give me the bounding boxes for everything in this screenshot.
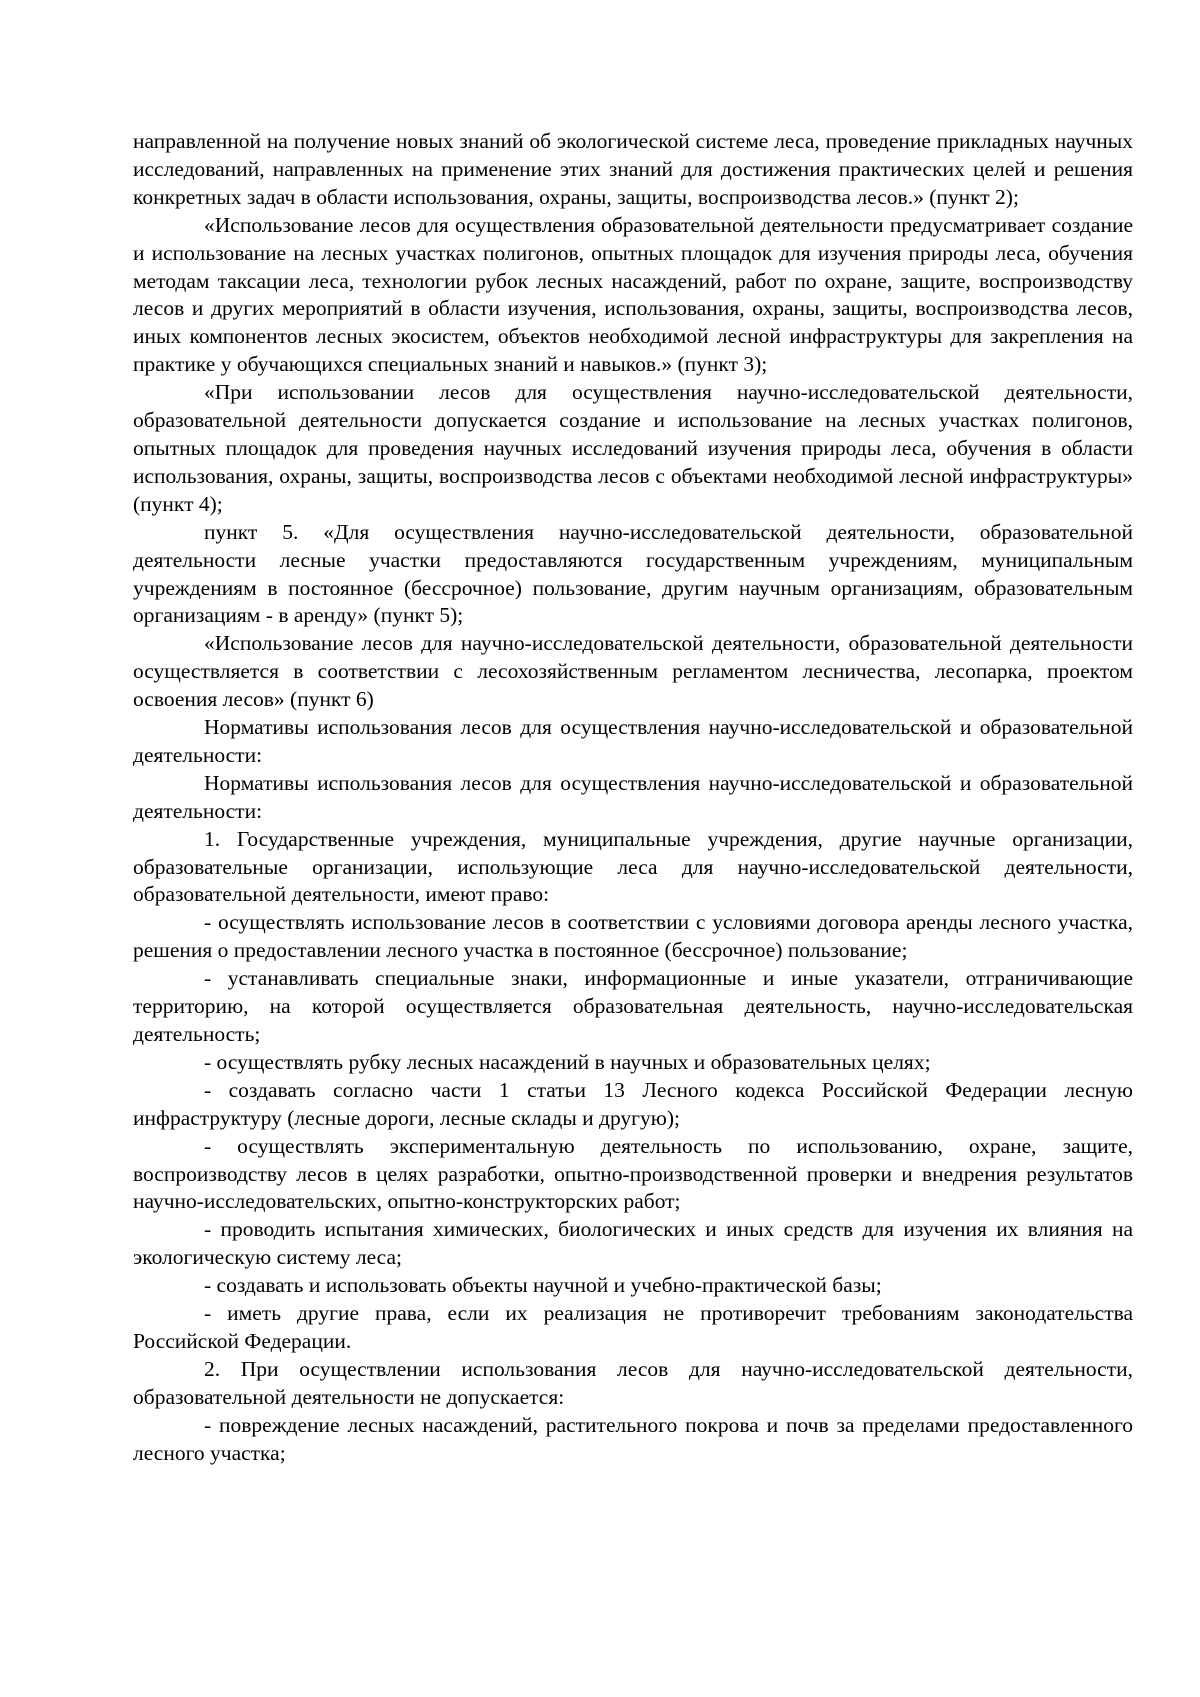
list-item-other-rights: - иметь другие права, если их реализация не противоречит требованиям законодательства Российской Федерации.: [133, 1301, 1133, 1353]
list-item-testing: - проводить испытания химических, биологических и иных средств для изучения их влияния на экологическую систему леса;: [133, 1217, 1133, 1270]
paragraph-norms-heading-repeat: Нормативы использования лесов для осуществления научно-исследовательской и образовательной деятельности:: [133, 770, 1133, 823]
list-item-research-base: - создавать и использовать объекты научной и учебно-практической базы;: [204, 1273, 882, 1298]
list-item-lease-use: - осуществлять использование лесов в соответствии с условиями договора аренды лесного участка, решения о предоставлении лесного участка в постоянное (бессрочное) пользование;: [133, 910, 1133, 963]
list-item-experimental-activity: - осуществлять экспериментальную деятельность по использованию, охране, защите, воспроизводству лесов в целях разработки, опытно-производственной проверки и внедрения результатов научно-исследовательских, опытно-конструкторских работ;: [133, 1133, 1133, 1214]
document-page: [133, 128, 1133, 1468]
paragraph-regulations-item-6: «Использование лесов для научно-исследовательской деятельности, образовательной деятельности осуществляется в соответствии с лесохозяйственным регламентом лесничества, лесопарка, проектом освоения лесов» (пункт 6): [133, 631, 1133, 712]
paragraph-norms-heading: Нормативы использования лесов для осуществления научно-исследовательской и образовательной деятельности:: [133, 715, 1133, 767]
paragraph-research-activity-continuation: направленной на получение новых знаний об экологической системе леса, проведение прикладных научных исследований, направленных на применение этих знаний для достижения практических целей и решения конкретных задач в области использования, охраны, защиты, воспроизводства лесов.» (пункт 2);: [133, 129, 1133, 209]
paragraph-educational-activity-item-3: «Использование лесов для осуществления образовательной деятельности предусматривает создание и использование на лесных участках полигонов, опытных площадок для изучения природы леса, обучения методам таксации леса, технологии рубок лесных насаждений, работ по охране, защите, воспроизводству лесов и других мероприятий в области изучения, использования, охраны, защиты, воспроизводства лесов, иных компонентов лесных экосистем, объектов необходимой лесной инфраструктуры для закрепления на практике у обучающихся специальных знаний и навыков.» (пункт 3);: [133, 212, 1133, 377]
paragraph-prohibitions-intro: 2. При осуществлении использования лесов для научно-исследовательской деятельности, образовательной деятельности не допускается:: [133, 1356, 1133, 1409]
list-item-felling: - осуществлять рубку лесных насаждений в научных и образовательных целях;: [204, 1049, 931, 1074]
list-item-signs: - устанавливать специальные знаки, информационные и иные указатели, отграничивающие территорию, на которой осуществляется образовательная деятельность, научно-исследовательская деятельность;: [133, 966, 1133, 1046]
paragraph-polygons-item-4: «При использовании лесов для осуществления научно-исследовательской деятельности, образовательной деятельности допускается создание и использование на лесных участках полигонов, опытных площадок для проведения научных исследований изучения природы леса, обучения в области использования, охраны, защиты, воспроизводства лесов с объектами необходимой лесной инфраструктуры» (пункт 4);: [133, 380, 1133, 516]
list-item-damage-prohibition: - повреждение лесных насаждений, растительного покрова и почв за пределами предоставленного лесного участка;: [133, 1412, 1133, 1465]
paragraph-rights-intro: 1. Государственные учреждения, муниципальные учреждения, другие научные организации, образовательные организации, использующие леса для научно-исследовательской деятельности, образовательной деятельности, имеют право:: [133, 826, 1133, 907]
paragraph-land-provision-item-5: пункт 5. «Для осуществления научно-исследовательской деятельности, образовательной деятельности лесные участки предоставляются государственным учреждениям, муниципальным учреждениям в постоянное (бессрочное) пользование, другим научным организациям, образовательным организациям - в аренду» (пункт 5);: [133, 519, 1133, 628]
list-item-infrastructure: - создавать согласно части 1 статьи 13 Лесного кодекса Российской Федерации лесную инфраструктуру (лесные дороги, лесные склады и другую);: [133, 1077, 1133, 1130]
